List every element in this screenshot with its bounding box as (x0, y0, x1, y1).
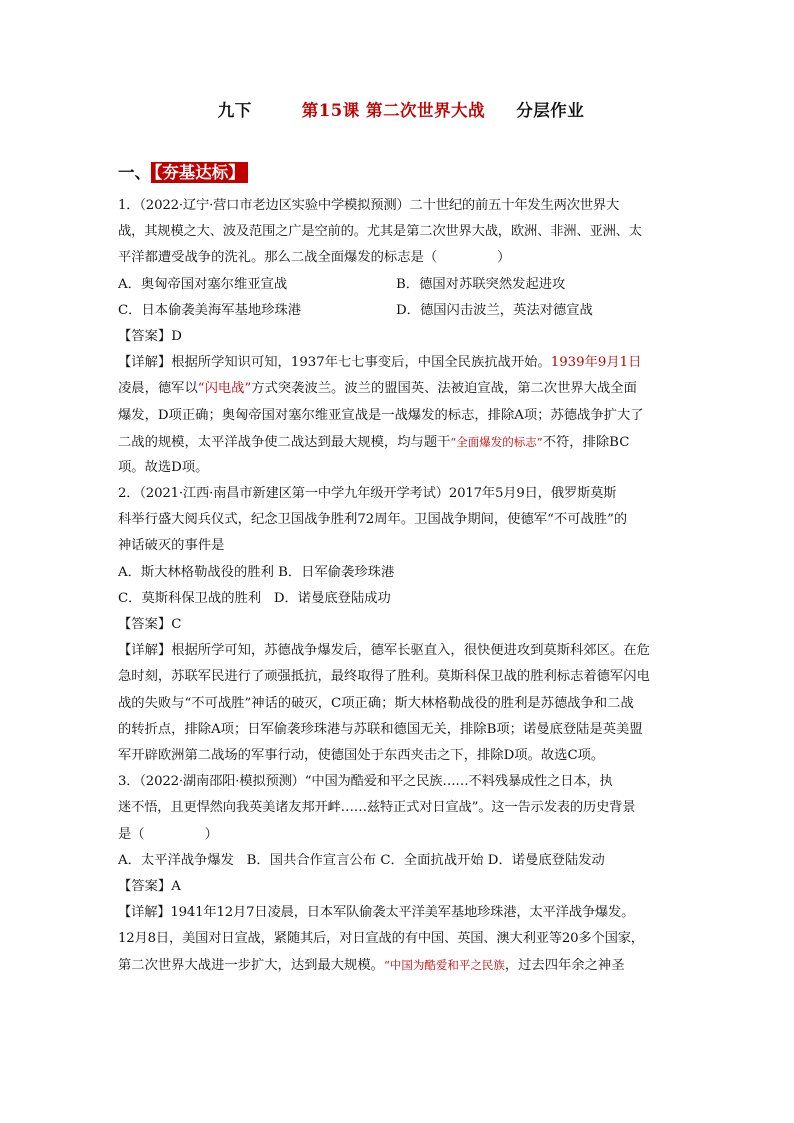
q1-explain-text-2a: 凌晨，德军以 (118, 381, 198, 397)
q2-answer (118, 612, 684, 638)
q1-explain-label: 【详解】 (118, 355, 172, 371)
q1-option-d: D．德国闪击波兰，英法对德宣战 (396, 302, 593, 318)
q3-stem-line-1: 3．（2022·湖南邵阳·模拟预测）“中国为酷爱和平之民族……不料残暴成性之日本，执 (118, 774, 613, 790)
q3-answer-label: 【答案】 (118, 878, 172, 894)
q3-explain-text-1: 1941年12月7日凌晨，日本军队偷袭太平洋美军基地珍珠港，太平洋战争爆发。 (170, 905, 635, 921)
q2-stem-line-3: 神话破灭的事件是 (118, 538, 225, 554)
title-lesson: 第15课 第二次世界大战 (301, 101, 485, 120)
q3-explain-line-1 (118, 900, 684, 926)
q1-answer (118, 324, 684, 350)
q2-explain-line-5: 军开辟欧洲第二战场的军事行动，使德国处于东西夹击之下，排除D项。故选C项。 (118, 747, 605, 763)
question-body (118, 193, 684, 979)
q3-stem-text: 是（ (118, 826, 145, 842)
q1-options-row-1 (118, 272, 684, 298)
q2-explain-line-1 (118, 638, 684, 664)
q1-explain-line-5: 项。故选D项。 (118, 459, 209, 475)
q1-explain-line-3: 爆发，D项正确；奥匈帝国对塞尔维亚宣战是一战爆发的标志，排除A项；苏德战争扩大了 (118, 407, 644, 423)
q1-explain-text-4b: “全面爆发的标志” (450, 434, 543, 449)
q1-explain-text-2b: “闪电战” (197, 381, 252, 397)
title-grade: 九下 (217, 101, 252, 120)
section-heading (118, 159, 248, 183)
q1-stem-text: 平洋都遭受战争的洗礼。那么二战全面爆发的标志是（ (118, 250, 438, 266)
q2-explain-line-2: 急时刻，苏联军民进行了顽强抵抗，最终取得了胜利。莫斯科保卫战的胜利标志着德军闪电 (118, 669, 650, 685)
q2-options-row-2: C．莫斯科保卫战的胜利 D．诺曼底登陆成功 (118, 590, 391, 606)
section-number: 一、 (118, 163, 151, 182)
q3-stem-line-2: 迷不悟，且更悍然向我英美诸友邦开衅……兹特正式对日宣战”。这一告示发表的历史背景 (118, 800, 636, 816)
q1-stem-line-1: 1．（2022·辽宁·营口市老边区实验中学模拟预测）二十世纪的前五十年发生两次世界大 (118, 198, 620, 213)
q1-explain-line-2 (118, 376, 684, 402)
q1-options-row-2 (118, 298, 684, 324)
q2-answer-label: 【答案】 (118, 617, 172, 632)
q1-option-b: B．德国对苏联突然发起进攻 (396, 276, 566, 292)
q2-options-row-1: A．斯大林格勒战役的胜利 B．日军偷袭珍珠港 (118, 564, 395, 580)
page-title (118, 97, 684, 121)
q1-explain-text-2c: 方式突袭波兰。波兰的盟国英、法被迫宣战，第二次世界大战全面 (251, 381, 637, 397)
q1-explain-line-4 (118, 429, 684, 455)
q1-answer-value: D (171, 328, 182, 344)
q1-stem-bracket: ） (497, 250, 511, 266)
title-suffix: 分层作业 (516, 101, 585, 120)
q2-stem-line-2: 科举行盛大阅兵仪式，纪念卫国战争胜利72周年。卫国战争期间，使德军“不可战胜”的 (118, 512, 628, 528)
q3-stem-line-3 (118, 822, 684, 848)
q2-answer-value: C (171, 617, 182, 632)
q1-option-c: C．日本偷袭美海军基地珍珠港 (118, 302, 302, 318)
q3-explain-line-3 (118, 952, 684, 978)
q3-explain-text-3a: 第二次世界大战进一步扩大，达到最大规模。 (118, 958, 384, 974)
q2-explain-label: 【详解】 (118, 643, 172, 659)
q1-explain-text-1b: 1939年9月1日 (550, 355, 642, 371)
q3-explain-text-3c: ，过去四年余之神圣 (504, 958, 625, 974)
q1-explain-text-1a: 根据所学知识可知，1937年七七事变后，中国全民族抗战开始。 (171, 355, 551, 371)
q2-stem-line-1: 2．（2021·江西·南昌市新建区第一中学九年级开学考试）2017年5月9日，俄罗斯莫斯 (118, 486, 617, 502)
q3-stem-bracket: ） (204, 826, 218, 842)
q1-explain-text-4c: 不符，排除BC (542, 434, 630, 450)
q3-explain-text-3b: “中国为酷爱和平之民族 (383, 958, 505, 973)
q1-explain-line-1 (118, 350, 684, 376)
q1-stem-line-3 (118, 245, 684, 271)
q3-answer (118, 874, 684, 900)
q1-stem-line-2: 战，其规模之大、波及范围之广是空前的。尤其是第二次世界大战，欧洲、非洲、亚洲、太 (118, 224, 642, 240)
q1-option-a: A．奥匈帝国对塞尔维亚宣战 (118, 276, 288, 292)
q3-answer-value: A (171, 878, 181, 894)
q3-explain-line-2: 12月8日，美国对日宣战，紧随其后，对日宣战的有中国、英国、澳大利亚等20多个国家， (118, 931, 644, 947)
q1-answer-label: 【答案】 (118, 328, 172, 344)
q2-explain-line-4: 的转折点，排除A项；日军偷袭珍珠港与苏联和德国无关，排除B项；诺曼底登陆是英美盟 (118, 721, 643, 737)
section-tag: 【夯基达标】 (151, 162, 248, 183)
q3-options-row-1: A．太平洋战争爆发 B．国共合作宣言公布 C．全面抗战开始 D．诺曼底登陆发动 (118, 852, 605, 868)
q1-explain-text-4a: 二战的规模，太平洋战争使二战达到最大规模，均与题干 (118, 434, 451, 450)
q2-explain-text-1: 根据所学可知，苏德战争爆发后，德军长驱直入，很快便进攻到莫斯科郊区。在危 (171, 643, 650, 659)
q3-explain-label: 【详解】 (118, 905, 171, 921)
q2-explain-line-3: 战的失败与“不可战胜”神话的破灭，C项正确；斯大林格勒战役的胜利是苏德战争和二战 (118, 695, 634, 711)
